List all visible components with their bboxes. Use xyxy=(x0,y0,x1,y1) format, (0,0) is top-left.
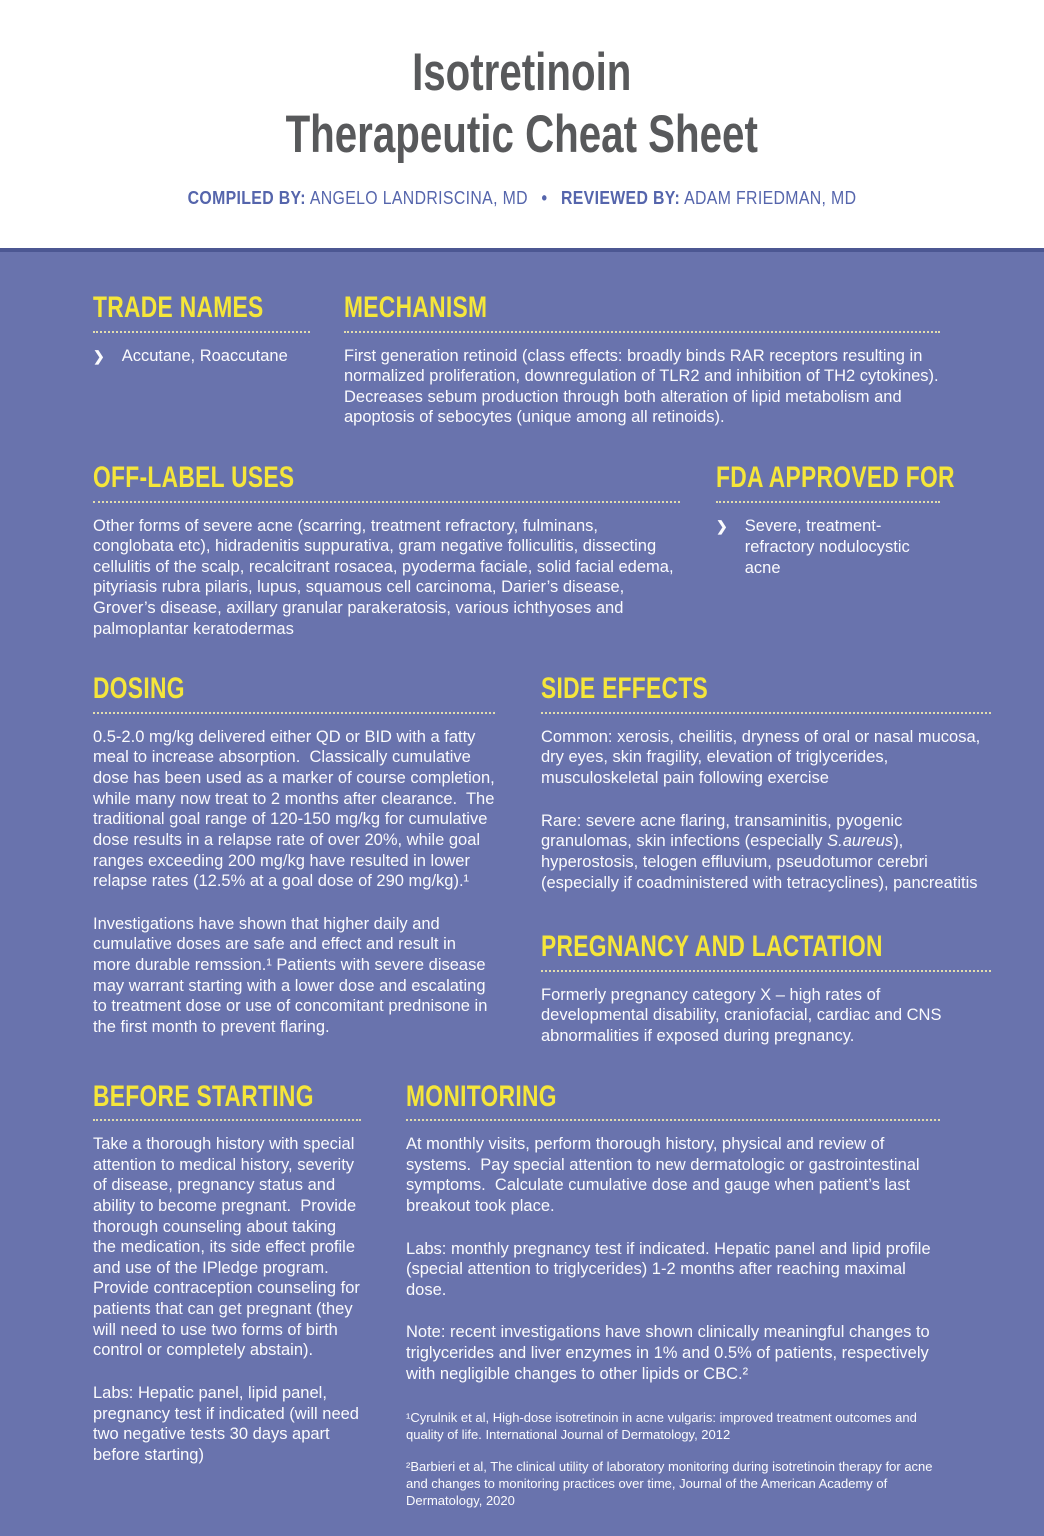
fda-heading-rule xyxy=(716,461,955,503)
monitoring-heading: MONITORING xyxy=(406,1079,557,1113)
off-label-heading-rule xyxy=(93,462,680,503)
monitoring-heading-rule xyxy=(406,1081,940,1122)
compiled-by-name: ANGELO LANDRISCINA, MD xyxy=(309,188,528,208)
mechanism-heading-rule xyxy=(344,292,940,333)
section-mechanism xyxy=(344,291,948,428)
before-starting-heading: BEFORE STARTING xyxy=(93,1079,314,1113)
side-effects-rare-italic: S.aureus xyxy=(827,832,894,851)
section-off-label-uses xyxy=(93,462,680,639)
byline-separator: • xyxy=(541,188,548,208)
off-label-text: Other forms of severe acne (scarring, treatment refractory, fulminans, conglobata etc), hidradenitis suppurativa, gram negative folliculitis, dissecting cellulitis of the scalp, recalcitrant rosacea, pyoderma faciale, solid facial edema, pityriasis rubra pilaris, lupus, squamous cell carcinoma, Darier’s disease, Grover’s disease, axillary granular parakeratosis, various ichthyoses and palmoplantar keratodermas xyxy=(93,516,679,638)
mechanism-heading: MECHANISM xyxy=(344,291,488,324)
fda-item-text: Severe, treatment-refractory nodulocystic acne xyxy=(744,516,910,578)
section-pregnancy-lactation xyxy=(541,931,991,1046)
footnote-2: ²Barbieri et al, The clinical utility of laboratory monitoring during isotretinoin therapy for acne and changes to monitoring practices over time, Journal of the American Academy of Dermatology, 2020 xyxy=(406,1459,937,1508)
row-trade-mechanism xyxy=(93,291,948,428)
trade-names-heading: TRADE NAMES xyxy=(93,291,264,324)
fda-item xyxy=(716,516,940,580)
side-effects-common: Common: xerosis, cheilitis, dryness of oral or nasal mucosa, dry eyes, skin fragility, elevation of triglycerides, musculoskeletal pain following exercise xyxy=(541,727,985,787)
row-dosing-sideeffects xyxy=(93,672,985,1046)
row-offlabel-fda xyxy=(93,461,955,639)
compiled-by-label: COMPILED BY: xyxy=(187,188,306,208)
dosing-paragraph-1: 0.5-2.0 mg/kg delivered either QD or BID with a fatty meal to increase absorption. Classically cumulative dose has been used as a marker of course completion, while many now treat to 2 months after clearance. The traditional goal range of 120-150 mg/kg for cumulative dose results in a relapse rate of over 20%, while goal ranges exceeding 200 mg/kg have resulted in lower relapse rates (12.5% at a goal dose of 290 mg/kg).¹ xyxy=(93,727,500,891)
sheet-body xyxy=(0,252,1044,1536)
reviewed-by-label: REVIEWED BY: xyxy=(560,188,681,208)
dosing-paragraph-2: Investigations have shown that higher daily and cumulative doses are safe and effect and result in more durable remssion.¹ Patients with severe disease may warrant starting with a lower dose and escalating to treatment dose or use of concomitant prednisone in the first month to prevent flaring. xyxy=(93,914,492,1036)
dosing-heading: DOSING xyxy=(93,672,185,706)
mechanism-text: First generation retinoid (class effects: broadly binds RAR receptors resulting in normalized proliferation, downregulation of TLR2 and inhibition of TH2 cytokines). Decreases sebum production through both alteration of lipid metabolism and apoptosis of sebocytes (unique among all retinoids). xyxy=(344,346,948,427)
trade-names-item xyxy=(93,346,310,367)
chevron-bullet-icon: ❯ xyxy=(93,347,105,364)
before-starting-heading-rule xyxy=(93,1081,361,1122)
row-before-monitoring xyxy=(93,1081,940,1510)
side-effects-heading-rule xyxy=(541,673,991,714)
title-line-2: Therapeutic Cheat Sheet xyxy=(285,105,759,164)
header xyxy=(0,0,1044,248)
pregnancy-heading: PREGNANCY AND LACTATION xyxy=(541,930,883,964)
section-side-effects xyxy=(541,673,991,893)
side-effects-rare-pre: Rare: severe acne flaring, transaminitis, pyogenic granulomas, skin infections (especially xyxy=(541,811,907,851)
off-label-heading: OFF-LABEL USES xyxy=(93,461,295,494)
fda-heading: FDA APPROVED FOR xyxy=(716,461,955,494)
footnote-1: ¹Cyrulnik et al, High-dose isotretinoin in acne vulgaris: improved treatment outcomes and quality of life. International Journal of Dermatology, 2012 xyxy=(406,1410,921,1443)
section-dosing xyxy=(93,672,500,1046)
page-title xyxy=(211,42,832,166)
monitoring-paragraph-2: Labs: monthly pregnancy test if indicated. Hepatic panel and lipid profile (special attention to triglycerides) 1-2 months after reaching maximal dose. xyxy=(406,1239,936,1299)
footnotes xyxy=(406,1410,940,1509)
reviewed-by-name: ADAM FRIEDMAN, MD xyxy=(684,188,857,208)
dosing-heading-rule xyxy=(93,673,495,714)
section-fda-approved xyxy=(716,461,955,639)
before-starting-paragraph-1: Take a thorough history with special attention to medical history, severity of disease, pregnancy status and ability to become pregnant. Provide thorough counseling about taking the medication, its side effect profile and use of the IPledge program. Provide contraception counseling for patients that can get pregnant (they will need to use two forms of birth control or completely abstain). xyxy=(93,1135,365,1360)
title-line-1: Isotretinoin xyxy=(412,43,632,102)
column-side-effects-pregnancy xyxy=(541,673,991,1046)
side-effects-heading: SIDE EFFECTS xyxy=(541,672,709,706)
section-trade-names xyxy=(93,292,310,428)
trade-names-item-text: Accutane, Roaccutane xyxy=(121,346,288,365)
before-starting-paragraph-2: Labs: Hepatic panel, lipid panel, pregnancy test if indicated (will need two negative tests 30 days apart before starting) xyxy=(93,1383,364,1464)
section-before-starting xyxy=(93,1079,365,1510)
section-monitoring xyxy=(406,1081,940,1510)
trade-names-heading-rule xyxy=(93,292,310,333)
byline xyxy=(188,188,857,209)
pregnancy-text: Formerly pregnancy category X – high rates of developmental disability, craniofacial, cardiac and CNS abnormalities if exposed during pregnancy. xyxy=(541,985,947,1045)
monitoring-paragraph-1: At monthly visits, perform thorough history, physical and review of systems. Pay special attention to new dermatologic or gastrointestinal symptoms. Calculate cumulative dose and gauge when patient’s last breakout took place. xyxy=(406,1135,925,1215)
chevron-bullet-icon: ❯ xyxy=(716,517,728,534)
pregnancy-heading-rule xyxy=(541,931,991,972)
side-effects-rare-post: ), hyperostosis, telogen effluvium, pseudotumor cerebri (especially if coadministered with tetracyclines), pancreatitis xyxy=(541,832,978,892)
monitoring-note: Note: recent investigations have shown clinically meaningful changes to triglycerides and liver enzymes in 1% and 0.5% of patients, respectively with negligible changes to other lipids or CBC.² xyxy=(406,1323,935,1383)
side-effects-rare xyxy=(541,811,991,894)
